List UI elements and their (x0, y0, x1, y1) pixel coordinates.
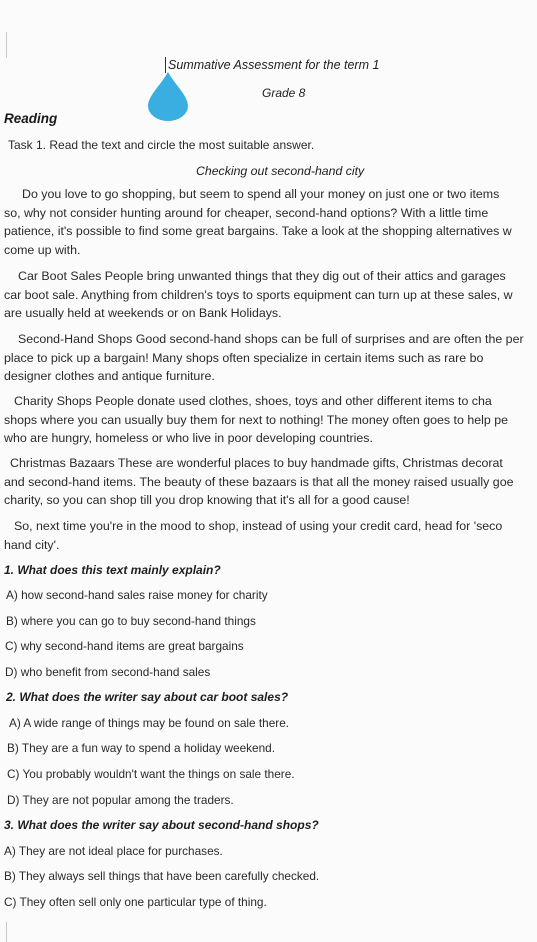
paragraph-line: Second-Hand Shops Good second-hand shops can be full of surprises and are often the per (18, 332, 524, 346)
grade-label: Grade 8 (262, 86, 306, 100)
question-3-option-a[interactable]: A) They are not ideal place for purchases. (4, 844, 223, 858)
paragraph-line: charity, so you can shop till you drop knowing that it's all for a good cause! (4, 493, 410, 508)
question-2-option-b[interactable]: B) They are a fun way to spend a holiday weekend. (7, 741, 275, 755)
paragraph-line: car boot sale. Anything from children's toys to sports equipment can turn up at these sales, w (4, 287, 513, 302)
scan-corner-bottom-left (0, 922, 7, 942)
paragraph-line: come up with. (4, 242, 81, 257)
paragraph-intro (4, 185, 512, 259)
question-1-option-b[interactable]: B) where you can go to buy second-hand things (6, 614, 256, 628)
question-3: 3. What does the writer say about second-hand shops? (4, 818, 319, 832)
scan-corner-top-left (0, 32, 7, 58)
question-3-option-c[interactable]: C) They often sell only one particular type of thing. (4, 895, 267, 909)
question-1-option-a[interactable]: A) how second-hand sales raise money for charity (6, 588, 268, 602)
section-heading: Reading (4, 111, 58, 126)
paragraph-line: patience, it's possible to find some great bargains. Take a look at the shopping alternatives w (4, 224, 512, 239)
paragraph-line: designer clothes and antique furniture. (4, 369, 215, 384)
water-drop-icon (146, 70, 190, 122)
question-2: 2. What does the writer say about car boot sales? (6, 690, 289, 704)
paragraph-line: place to pick up a bargain! Many shops often specialize in certain items such as rare bo (4, 350, 484, 365)
question-1-option-d[interactable]: D) who benefit from second-hand sales (5, 665, 211, 679)
paragraph-line: Do you love to go shopping, but seem to spend all your money on just one or two items (22, 187, 500, 201)
paragraph-line: Christmas Bazaars These are wonderful places to buy handmade gifts, Christmas decorat (10, 456, 503, 470)
paragraph-line: Car Boot Sales People bring unwanted things that they dig out of their attics and garages (18, 269, 506, 283)
paragraph-line: hand city'. (4, 537, 60, 552)
task-instruction: Task 1. Read the text and circle the most suitable answer. (8, 138, 315, 152)
assessment-title: Summative Assessment for the term 1 (168, 58, 380, 72)
paragraph-second-hand-shops (4, 330, 524, 386)
paragraph-conclusion (4, 517, 502, 554)
paragraph-line: so, why not consider hunting around for cheaper, second-hand options? With a little time (4, 205, 489, 220)
question-2-option-a[interactable]: A) A wide range of things may be found on sale there. (9, 716, 290, 730)
paragraph-line: and second-hand items. The beauty of these bazaars is that all the money raised usually goe (4, 474, 514, 489)
question-2-option-c[interactable]: C) You probably wouldn't want the things on sale there. (7, 767, 295, 781)
paragraph-line: are usually held at weekends or on Bank Holidays. (4, 306, 282, 321)
paragraph-charity-shops (4, 392, 508, 448)
paragraph-line: Charity Shops People donate used clothes, shoes, toys and other different items to cha (14, 394, 492, 408)
question-3-option-b[interactable]: B) They always sell things that have been carefully checked. (4, 869, 320, 883)
question-1-option-c[interactable]: C) why second-hand items are great bargains (5, 639, 244, 653)
paragraph-car-boot-sales (4, 267, 513, 323)
paragraph-line: So, next time you're in the mood to shop, instead of using your credit card, head for 'seco (14, 519, 503, 533)
text-title: Checking out second-hand city (196, 164, 365, 178)
paragraph-line: shops where you can usually buy them for next to nothing! The money often goes to help pe (4, 412, 508, 427)
paragraph-line: who are hungry, homeless or who live in poor developing countries. (4, 431, 373, 446)
paragraph-christmas-bazaars (4, 454, 513, 510)
question-2-option-d[interactable]: D) They are not popular among the traders. (7, 793, 234, 807)
question-1: 1. What does this text mainly explain? (4, 563, 221, 577)
